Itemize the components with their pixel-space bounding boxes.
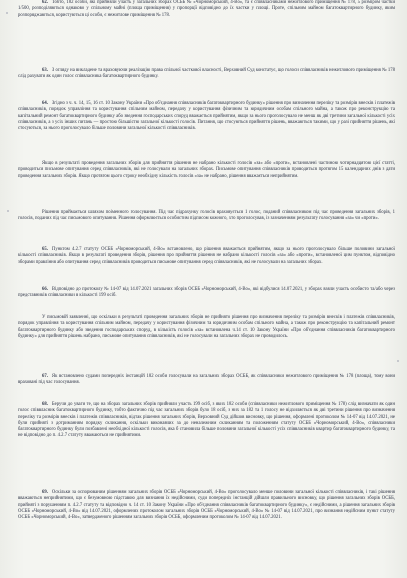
paragraph-64 xyxy=(18,101,395,132)
paragraph-62 xyxy=(18,0,395,19)
paragraph-text: Тобто, 182 особи, які прийняли участь у загальних зборах ОСББ № «Чорноморський, 4-Во», та є співвласниками нежитлового приміщення № 178, 5 розміром частки 1/500, розподіляються однаково у спільному майні (площа приміщення) у пропорції відповідно до їх частки у площі. Проте, спільним майном багатоквартирного будинку, яким розпоряджаються, користуються ці особи, є нежитлове приміщення № 178. xyxy=(18,0,395,18)
paragraph-65 xyxy=(18,247,395,266)
paragraph-number: 66. xyxy=(42,287,48,292)
paragraph-63 xyxy=(18,68,395,81)
paragraph-text: Відповідно до протоколу № 14-07 від 14.07.2021 загальних зборів ОСББ «Чорноморський, 4-Во», які відбулися 14.07.2021, у зборах взяли участь особисто та/або через представників співвласники в кількості 199 осіб. xyxy=(18,287,395,299)
paragraph-number: 69. xyxy=(42,490,48,495)
paragraph-number: 67. xyxy=(42,374,48,379)
scan-speck xyxy=(7,210,9,212)
paragraph-66-continued xyxy=(18,315,395,340)
paragraph-number: 62. xyxy=(42,0,48,5)
scan-speck xyxy=(6,12,8,14)
paragraph-text: Згідно з ч. ч. 14, 15, 16 ст. 10 Закону України «Про об'єднання співвласників багатоквартирного будинку» рішення про визначення переліку та розмірів внесків і платежів співвласників, порядок управління та користування спільним майном, передачу у користування фізичним та юридичним особам спільного майна, а також про реконструкцію та капітальний ремонт багатоквартирного будинку або зведення господарських споруд вважається прийнятим, якщо за нього проголосувало не менш як дві третини загальної кількості усіх співвласників, а з усіх інших питань — простою більшістю загальної кількості голосів. Питання, що стосуються прийняття рішень, вважаються такими, що у разі прийняття рішень, які стосуються, за нього проголосувало більше половини загальної кількості співвласників. xyxy=(18,101,395,132)
paragraph-64-continued xyxy=(18,161,395,180)
paragraph-69 xyxy=(18,490,395,521)
scan-speck xyxy=(397,360,399,362)
paragraph-number: 68. xyxy=(42,402,48,407)
paragraph-text: Рішення приймається шляхом поіменного голосування. Під час підрахунку голосів враховується 1 голос, поданий співвласником під час проведення загальних зборів, 1 голосів, поданих під час письмового опитування. Рішення оформлюється особистим підписом кожного, хто проголосував, із зазначенням результату голосування «за» чи «проти». xyxy=(18,210,395,222)
paragraph-text: Оскільки за оспорюваним рішенням загальних зборів ОСББ «Чорноморський, 4-Во» проголосувало менше половини загальної кількості співвласників, і такі рішення вважаються неприйнятими, що є безумовною підставою для визнання їх недійсними, суди попередніх інстанцій дійшли правильного висновку, що рішення загальних зборів ОСББ, прийняті з порушенням п. 4.2.7 статуту та відповідно ч. 14 ст. 10 Закону України «Про об'єднання співвласників багатоквартирного будинку», є недійсними, а рішення загальних зборів ОСББ «Чорноморський, 4-Во» від 14.07.2021, оформлених протоколом загальних зборів ОСББ «Чорноморський, 4-Во» № 14-07 від 14.07.2021, про визнання недійсним пункт статуту ОСББ «Чорноморський, 4-Во», затвердженого рішенням загальних зборів ОСББ, оформленим протоколом № 14-07 від 14.07.2021. xyxy=(18,490,395,521)
paragraph-number: 63. xyxy=(42,68,48,73)
paragraph-number: 64. xyxy=(42,101,48,106)
paragraph-66 xyxy=(18,287,395,300)
paragraph-number: 65. xyxy=(42,247,48,252)
paragraph-text: З огляду на викладене та враховуючи реалізацію права спільної часткової власності, Верховний Суд констатує, що голоси співвласників нежитлового приміщення № 178 слід рахувати як один голос співвласника багатоквартирного будинку. xyxy=(18,68,395,80)
paragraph-text: Беручи до уваги те, що на зборах загальних зборів прийняли участь 199 осіб, з яких 182 особи (співвласники нежитлового приміщення № 178) слід визначати як один голос співвласник багатоквартирного будинку, тобто фактично під час загальних зборів було 18 осіб, з них за 182 та 1 голосу не відхиляється як дві третини рішення про визначення переліку та розмірів внесків і платежів співвласників, відтак рішення загальних зборів, Верховний Суд дійшов висновку, що рішення, оформлені протоколом № 14-07 від 14.07.2021, не були прийняті з дотриманням порядку скликання, оскільки виконавчих за до неналежним скликанням та положенням статуту ОСББ «Чорноморський, 4-Во», співвласники багатоквартирного будинку були позбавлені необхідної кількості голосів, яка б становила більше половини загальної кількості усіх співвласників квартир багатоквартирного будинку, та не відповідно до п. 4.2.7 статуту вважаються не прийнятими. xyxy=(18,402,395,439)
paragraph-68 xyxy=(18,402,395,440)
paragraph-67 xyxy=(18,374,395,387)
paragraph-text: Якщо в результаті проведення загальних зборів для прийняття рішення не набрано кількості голосів «за» або «проти», встановлені частиною чотирнадцятою цієї статті, проводиться письмове опитування серед співвласників, які не голосували на загальних зборах. Письмове опитування співвласників проводиться протягом 15 календарних днів з дати проведення загальних зборів. Якщо протягом цього строку необхідну кількість голосів «за» не набрано, рішення вважається неприйнятим. xyxy=(18,161,395,179)
paragraph-text: Як встановлено судами попередніх інстанцій 182 особи голосували на загальних зборах ОСББ, як співвласники нежитлового приміщення № 178 (площа), тому вони враховані під час голосування. xyxy=(18,374,395,386)
paragraph-text: У письмовій заявленні, що оскільки в результаті проведення загальних зборів не прийнято рішення про визначення переліку та розмірів внесків і платежів співвласників, порядок управління та користування спільним майном, передачу у користування фізичним та юридичним особам спільного майна, а також про реконструкцію та капітальний ремонт багатоквартирного будинку або зведення господарських споруд, в кількість голосів «за» встановлена ч.14 ст. 10 Закону України «Про об'єднання співвласників багатоквартирного будинку» для прийняття рішень набрано, письмове опитування співвласників, які не голосували на загальних зборах не проводилось. xyxy=(18,315,395,339)
paragraph-64-voting xyxy=(18,210,395,223)
paragraph-text: Пунктом 4.2.7 статуту ОСББ «Чорноморський, 4-Во» встановлено, що рішення вважається прийнятим, якщо за нього проголосувало більше половини загальної кількості співвласників. Якщо в результаті проведення зборів, рішення про прийняття рішення не набрано кількості голосів «за» або «проти», встановленої цим пунктом, відповідно зборами правління або опитування серед співвласників проводиться письмове опитування серед співвласників, які не голосували на загальних зборах. xyxy=(18,247,395,265)
